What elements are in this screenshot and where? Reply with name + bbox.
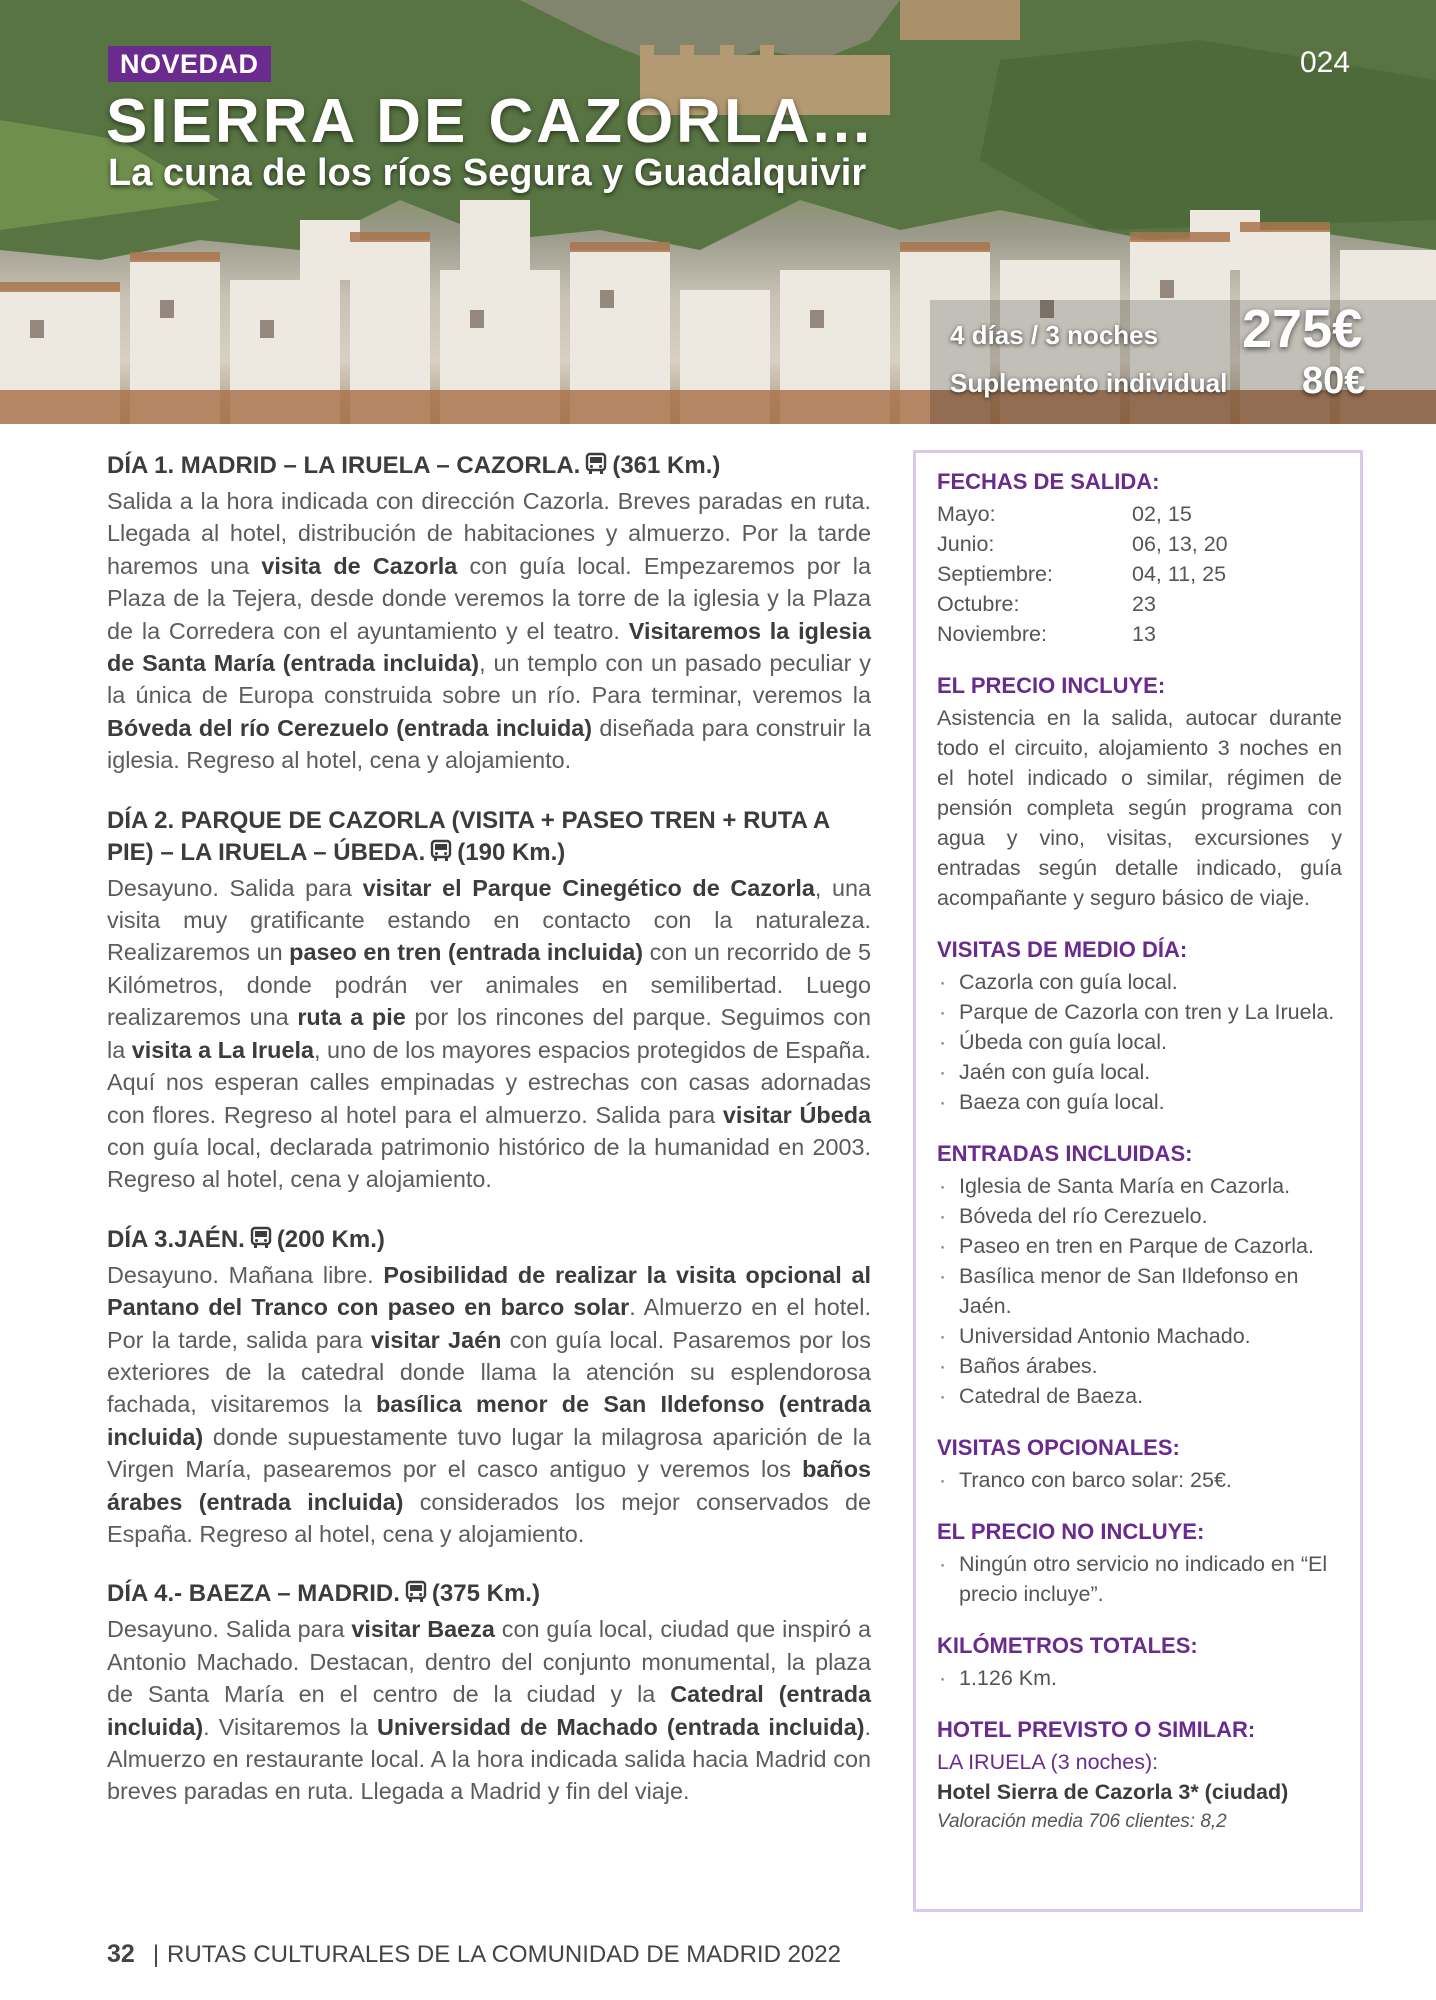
novedad-badge: NOVEDAD [108,46,271,82]
section-title: EL PRECIO INCLUYE: [937,673,1166,698]
highlight-text: visitar el Parque Cinegético de Cazorla [362,874,815,901]
day-title-text: DÍA 3.JAÉN. [107,1225,245,1253]
highlight-text: Catedral (entrada incluida) [107,1681,871,1740]
body-text: Desayuno. Salida para [107,874,363,901]
half-day-visits-list [937,967,1342,1117]
body-text: , un templo con un pasado peculiar y la única de Europa construida sobre un río. Para terminar, veremos la [107,650,871,709]
body-text: Desayuno. Salida para [107,1616,352,1643]
highlight-text: paseo en tren (entrada incluida) [289,939,644,966]
date-month: Mayo: [937,502,996,526]
half-day-visits-section [937,935,1342,1117]
date-row [937,619,1342,649]
list-item: · Paseo en tren en Parque de Cazorla. [937,1231,1342,1261]
highlight-text: visitar Baeza [351,1616,495,1643]
body-text: considerados los mejor conservados de España. Regreso al hotel, cena y alojamiento. [107,1488,871,1547]
highlight-text: visitar Jaén [370,1326,502,1353]
body-text: . Visitaremos la [203,1713,377,1740]
day-section [107,1224,871,1551]
date-row [937,499,1342,529]
highlight-text: baños árabes (entrada incluida) [107,1456,871,1515]
day-text [107,1613,871,1807]
itinerary [107,450,871,1836]
highlight-text: ruta a pie [297,1004,406,1031]
total-km-list [937,1663,1342,1693]
body-text: con guía local, declarada patrimonio histórico de la humanidad en 2003. Regreso al hotel, cena y alojamiento. [107,1133,871,1193]
day-distance: (190 Km.) [457,838,566,866]
page-number: 32 [107,1940,135,1968]
list-item: · Baños árabes. [937,1351,1342,1381]
body-text: . Almuerzo en restaurante local. A la hora indicada salida hacia Madrid con breves paradas en ruta. Llegada a Madrid y fin del viaje. [107,1713,871,1805]
highlight-text: visita a La Iruela [131,1036,314,1063]
trip-subtitle: La cuna de los ríos Segura y Guadalquivir [108,152,867,194]
highlight-text: Universidad de Machado (entrada incluida) [377,1713,865,1740]
hotel-name: Hotel Sierra de Cazorla 3* (ciudad) [937,1780,1289,1804]
day-distance: (375 Km.) [431,1580,540,1608]
day-title-text: DÍA 2. PARQUE DE CAZORLA (VISITA + PASEO TREN + RUTA A PIE) – LA IRUELA – ÚBEDA. [107,806,830,866]
price-excludes-list [937,1549,1342,1609]
day-section [107,450,871,777]
day-distance: (361 Km.) [612,452,721,479]
section-title: KILÓMETROS TOTALES: [937,1633,1198,1658]
body-text: Salida a la hora indicada con dirección Cazorla. Breves paradas en ruta. Llegada al hotel, distribución de habitaciones y almuerzo. Por la tarde haremos una [107,488,871,579]
optional-visits-section [937,1433,1342,1495]
hotel-rating: Valoración media 706 clientes: 8,2 [937,1811,1227,1832]
footer-text: RUTAS CULTURALES DE LA COMUNIDAD DE MADRID 2022 [167,1941,841,1968]
body-text: diseñada para construir la iglesia. Regreso al hotel, cena y alojamiento. [107,714,871,774]
hero-banner [0,0,1436,424]
total-km-section [937,1631,1342,1693]
trip-duration: 4 días / 3 noches [950,320,1159,350]
body-text: con guía local. Empezaremos por la Plaza de la Tejera, desde donde veremos la torre de la iglesia y la Plaza de la Corredera con el ayuntamiento y el teatro. [107,552,871,644]
body-text: por los rincones del parque. Seguimos con la [107,1004,871,1063]
date-month: Noviembre: [937,622,1047,646]
body-text: con un recorrido de 5 Kilómetros, donde podrán ver animales en semilibertad. Luego realizaremos una [107,939,871,1031]
day-title [107,1578,871,1613]
supplement-price: 80€ [1302,360,1366,402]
list-item: · Iglesia de Santa María en Cazorla. [937,1171,1342,1201]
departure-dates-section [937,467,1342,649]
included-entries-section [937,1139,1342,1411]
section-title: HOTEL PREVISTO O SIMILAR: [937,1717,1256,1742]
date-days: 13 [1132,622,1156,646]
day-title [107,450,871,485]
hotel-section [937,1715,1342,1837]
list-item: · 1.126 Km. [937,1663,1342,1693]
highlight-text: Visitaremos la iglesia de Santa María (entrada incluida) [107,617,871,677]
day-text [107,485,871,777]
day-distance: (200 Km.) [276,1225,385,1253]
date-days: 23 [1132,592,1156,616]
list-item: · Bóveda del río Cerezuelo. [937,1201,1342,1231]
hotel-location: LA IRUELA (3 noches): [937,1750,1159,1774]
section-title: VISITAS OPCIONALES: [937,1435,1180,1460]
date-days: 02, 15 [1132,502,1192,526]
body-text: . Almuerzo en el hotel. Por la tarde, salida para [107,1294,871,1353]
section-title: VISITAS DE MEDIO DÍA: [937,937,1188,962]
price-includes-section [937,671,1342,913]
body-text: Desayuno. Mañana libre. [107,1261,384,1288]
body-text: , uno de los mayores espacios protegidos de España. Aquí nos esperan calles empinadas y estrechas con casas adornadas con flores. Regreso al hotel para el almuerzo. Salida para [107,1036,871,1128]
info-box [913,450,1363,1912]
body-text: , una visita muy gratificante estando en contacto con la naturaleza. Realizaremos un [107,874,872,966]
list-item: · Parque de Cazorla con tren y La Iruela. [937,997,1342,1027]
bus-icon [404,1580,428,1613]
highlight-text: Bóveda del río Cerezuelo (entrada incluida) [107,714,593,741]
list-item: · Basílica menor de San Ildefonso en Jaén. [937,1261,1342,1321]
footer-separator: | [152,1941,160,1968]
day-title [107,1224,871,1259]
day-title-text: DÍA 4.- BAEZA – MADRID. [107,1580,400,1608]
day-section [107,1578,871,1807]
optional-visits-list [937,1465,1342,1495]
body-text: con guía local. Pasaremos por los exteriores de la catedral donde llama la atención su esplendorosa fachada, visitaremos la [107,1326,872,1418]
bus-icon [249,1226,273,1259]
list-item: · Ningún otro servicio no indicado en “El precio incluye”. [937,1549,1342,1609]
day-title-text: DÍA 1. MADRID – LA IRUELA – CAZORLA. [107,452,581,479]
date-row [937,559,1342,589]
list-item: · Universidad Antonio Machado. [937,1321,1342,1351]
list-item: · Jaén con guía local. [937,1057,1342,1087]
list-item: · Tranco con barco solar: 25€. [937,1465,1342,1495]
date-month: Octubre: [937,592,1020,616]
day-text [107,1259,871,1551]
page-footer [107,1940,841,1969]
date-row [937,589,1342,619]
date-days: 06, 13, 20 [1132,532,1228,556]
bus-icon [584,452,608,485]
supplement-label: Suplemento individual [950,368,1228,398]
section-title: FECHAS DE SALIDA: [937,469,1160,494]
date-row [937,529,1342,559]
bus-icon [429,839,453,872]
list-item: · Úbeda con guía local. [937,1027,1342,1057]
highlight-text: basílica menor de San Ildefonso (entrada incluida) [107,1391,871,1450]
trip-code: 024 [1300,46,1351,79]
day-text [107,872,871,1196]
date-month: Septiembre: [937,562,1053,586]
body-text: con guía local, ciudad que inspiró a Antonio Machado. Destacan, dentro del conjunto monumental, la plaza de Santa María en el centro de la ciudad y la [107,1616,871,1708]
section-title: ENTRADAS INCLUIDAS: [937,1141,1193,1166]
trip-title: SIERRA DE CAZORLA... [106,87,874,156]
day-title [107,805,871,872]
highlight-text: Posibilidad de realizar la visita opcional al Pantano del Tranco con paseo en barco solar [107,1261,871,1321]
price-excludes-section [937,1517,1342,1609]
day-section [107,805,871,1196]
trip-price: 275€ [1242,299,1363,359]
list-item: · Catedral de Baeza. [937,1381,1342,1411]
highlight-text: visitar Úbeda [722,1101,871,1128]
included-entries-list [937,1171,1342,1411]
body-text: donde supuestamente tuvo lugar la milagrosa aparición de la Virgen María, pasearemos por el casco antiguo y veremos los [107,1423,871,1483]
highlight-text: visita de Cazorla [261,552,458,579]
list-item: · Cazorla con guía local. [937,967,1342,997]
list-item: · Baeza con guía local. [937,1087,1342,1117]
section-title: EL PRECIO NO INCLUYE: [937,1519,1205,1544]
price-includes-text: Asistencia en la salida, autocar durante todo el circuito, alojamiento 3 noches en el hotel indicado o similar, régimen de pensión completa según programa con agua y vino, visitas, excursiones y entradas según detalle indicado, guía acompañante y seguro básico de viaje. [937,706,1342,910]
date-days: 04, 11, 25 [1132,562,1227,586]
date-month: Junio: [937,532,995,556]
dates-table [937,499,1342,649]
